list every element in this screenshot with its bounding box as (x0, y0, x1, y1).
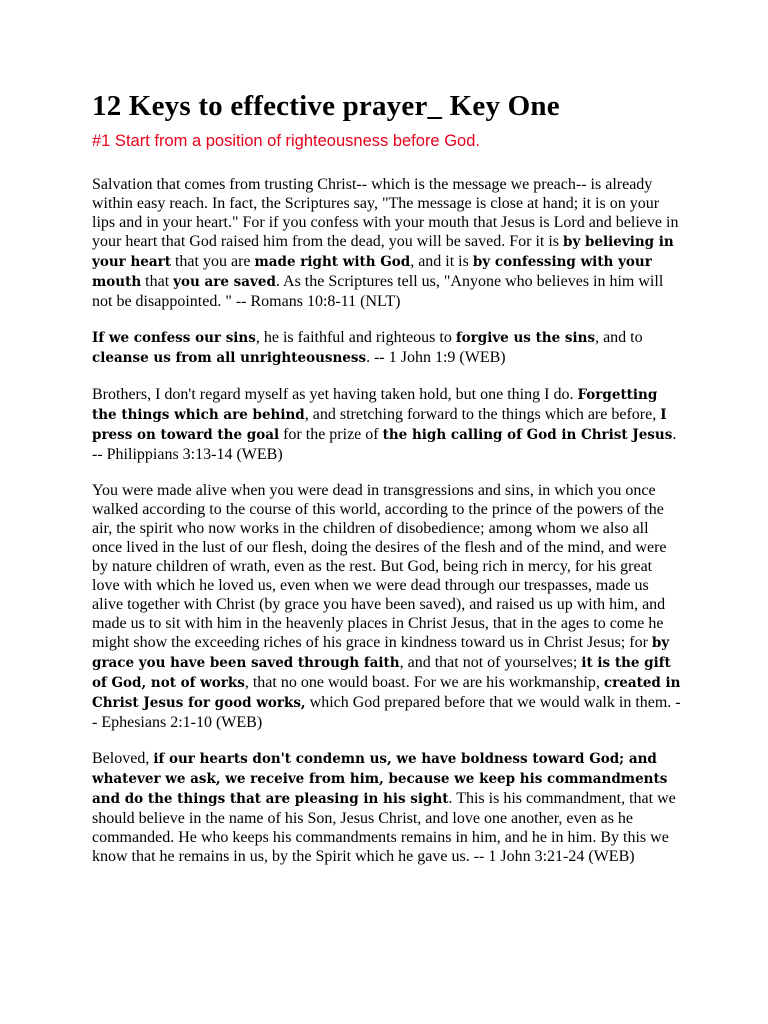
body-text: , and that not of yourselves; (399, 654, 582, 671)
body-text: . -- 1 John 1:9 (WEB) (366, 349, 506, 366)
body-text: . This is his commandment, that we should believe in the name of his Son, Jesus Christ, and love one another, even as he commanded. He who keeps his commandments remains in him, and he in him. By this we know that he remains in us, by the Spirit which he gave us. -- 1 John 3:21-24 (WEB) (92, 790, 676, 865)
body-text: , and to (595, 329, 643, 346)
body-text: for the prize of (279, 426, 383, 443)
body-text: Brothers, I don't regard myself as yet having taken hold, but one thing I do. (92, 386, 578, 403)
document-title: 12 Keys to effective prayer_ Key One (92, 90, 560, 122)
emphasized-text: I press on toward the goal (92, 407, 667, 443)
emphasized-text: Forgetting the things which are behind (92, 387, 658, 423)
body-text: that you are (170, 253, 255, 270)
emphasized-text: by grace you have been saved through faith (92, 635, 670, 671)
paragraph-1-john-1 (92, 328, 682, 368)
body-text: Salvation that comes from trusting Christ-- which is the message we preach-- is already within easy reach. In fact, the Scriptures say, "The message is close at hand; it is on your lips and in your heart." For if you confess with your mouth that Jesus is Lord and believe in your heart that God raised him from the dead, you will be saved. For it is (92, 176, 679, 250)
paragraph-1-john-3 (92, 749, 682, 866)
body-text: You were made alive when you were dead in transgressions and sins, in which you once walked according to the course of this world, according to the prince of the powers of the air, the spirit who now works in the children of disobedience; among whom we also all once lived in the lust of our flesh, doing the desires of the flesh and of the mind, and were by nature children of wrath, even as the rest. But God, being rich in mercy, for his great love with which he loved us, even when we were dead through our trespasses, made us alive together with Christ (by grace you have been saved), and raised us up with him, and made us to sit with him in the heavenly places in Christ Jesus, that in the ages to come he might show the exceeding riches of his grace in kindness toward us in Christ Jesus; for (92, 482, 667, 651)
emphasized-text: cleanse us from all unrighteousness (92, 350, 367, 366)
emphasized-text: made right with God (254, 254, 411, 270)
body-text: Beloved, (92, 750, 154, 767)
emphasized-text: by confessing with your mouth (92, 254, 652, 290)
emphasized-text: by believing in your heart (92, 234, 674, 270)
body-text: , that no one would boast. For we are his workmanship, (244, 674, 604, 691)
body-text: , and stretching forward to the things which are before, (304, 406, 661, 423)
body-text: , he is faithful and righteous to (255, 329, 456, 346)
emphasized-text: it is the gift of God, not of works (92, 655, 671, 691)
emphasized-text: If we confess our sins (92, 330, 256, 346)
body-text: that (141, 273, 174, 290)
body-text: , and it is (410, 253, 473, 270)
emphasized-text: you are saved (173, 274, 276, 290)
document-page (92, 88, 682, 866)
body-text: . -- Philippians 3:13-14 (WEB) (92, 426, 677, 463)
emphasized-text: the high calling of God in Christ Jesus (382, 427, 673, 443)
body-text: which God prepared before that we would walk in them. -- Ephesians 2:1-10 (WEB) (92, 694, 681, 731)
emphasized-text: forgive us the sins (455, 330, 596, 346)
emphasized-text: created in Christ Jesus for good works, (92, 675, 681, 711)
paragraph-philippians (92, 385, 682, 464)
paragraph-ephesians (92, 481, 682, 732)
key-subtitle: #1 Start from a position of righteousness before God. (92, 132, 480, 150)
emphasized-text: if our hearts don't condemn us, we have boldness toward God; and whatever we ask, we receive from him, because we keep his commandments and do the things that are pleasing in his sight (92, 751, 668, 807)
paragraph-romans (92, 175, 682, 311)
body-text: . As the Scriptures tell us, "Anyone who believes in him will not be disappointed. " -- Romans 10:8-11 (NLT) (92, 273, 664, 310)
